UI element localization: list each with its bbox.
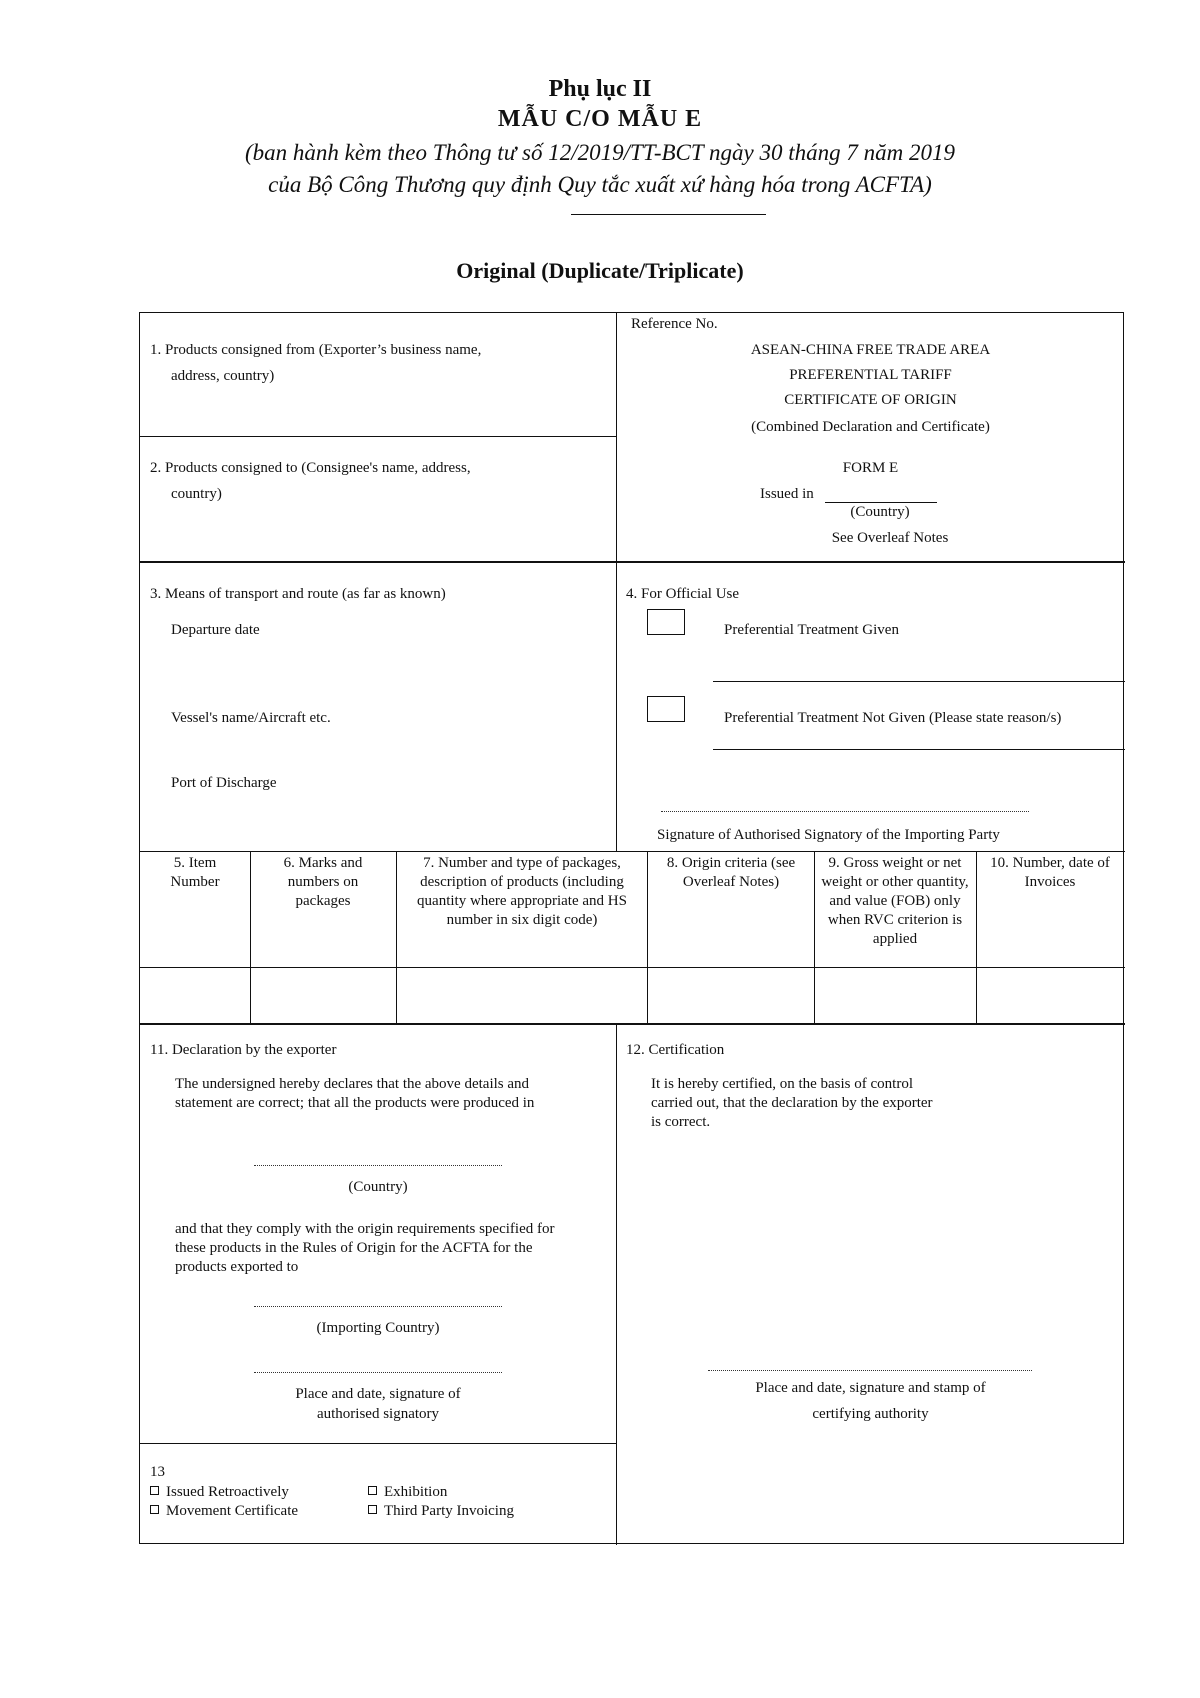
box11-country-dots bbox=[254, 1165, 502, 1166]
box11-compliance-text: and that they comply with the origin requirements specified for these products in the Rules of Origin for the ACFTA for the products exported to bbox=[175, 1221, 555, 1275]
preferential-not-given-reason-line bbox=[713, 749, 1125, 750]
divider-table-body bbox=[140, 967, 1125, 968]
column-item-number: 5. Item Number bbox=[170, 855, 220, 890]
exhibition-checkbox[interactable] bbox=[368, 1486, 377, 1495]
divider-vertical-col9 bbox=[976, 851, 977, 1023]
box11-declaration-text: The undersigned hereby declares that the above details and statement are correct; that all the products were produced in bbox=[175, 1076, 535, 1111]
divider-top-section bbox=[140, 561, 1125, 563]
cell-marks-numbers[interactable] bbox=[252, 969, 394, 1021]
issued-in-label: Issued in bbox=[760, 486, 814, 502]
box4-title: 4. For Official Use bbox=[626, 586, 740, 602]
cell-gross-weight[interactable] bbox=[816, 969, 974, 1021]
issued-retroactively-label: Issued Retroactively bbox=[166, 1484, 289, 1500]
cell-invoices[interactable] bbox=[978, 969, 1123, 1021]
reference-no-label: Reference No. bbox=[631, 316, 718, 332]
box12-signature-label-1: Place and date, signature and stamp of bbox=[755, 1380, 986, 1396]
box2-label-line1: 2. Products consigned to (Consignee's name, address, bbox=[150, 460, 471, 476]
cell-origin-criteria[interactable] bbox=[649, 969, 812, 1021]
divider-vertical-col5 bbox=[250, 851, 251, 1023]
reference-title-line3: CERTIFICATE OF ORIGIN bbox=[784, 392, 957, 408]
importer-signature-label: Signature of Authorised Signatory of the Importing Party bbox=[657, 827, 1000, 843]
divider-vertical-col8 bbox=[814, 851, 815, 1023]
column-origin-criteria: 8. Origin criteria (see Overleaf Notes) bbox=[666, 855, 796, 890]
header-divider bbox=[571, 214, 766, 215]
column-invoices: 10. Number, date of Invoices bbox=[990, 855, 1110, 890]
option-third-party-invoicing[interactable] bbox=[368, 1502, 514, 1521]
divider-table-header bbox=[140, 851, 1125, 852]
box11-signature-label-1: Place and date, signature of bbox=[295, 1386, 461, 1402]
third-party-invoicing-label: Third Party Invoicing bbox=[384, 1503, 514, 1519]
importer-signature-dots bbox=[661, 811, 1029, 812]
cell-item-number[interactable] bbox=[142, 969, 248, 1021]
subtitle-line-1: (ban hành kèm theo Thông tư số 12/2019/TT-BCT ngày 30 tháng 7 năm 2019 bbox=[244, 140, 955, 165]
column-packages-description: 7. Number and type of packages, description of products (including quantity where appropriate and HS number in six digit code) bbox=[417, 855, 627, 928]
divider-vertical-col7 bbox=[647, 851, 648, 1023]
box12-signature-label-2: certifying authority bbox=[812, 1406, 929, 1422]
box13-number: 13 bbox=[150, 1464, 165, 1480]
divider-table-bottom bbox=[140, 1023, 1125, 1025]
form-e-label: FORM E bbox=[842, 460, 899, 476]
option-exhibition[interactable] bbox=[368, 1483, 447, 1502]
box11-signature-label-2: authorised signatory bbox=[316, 1406, 440, 1422]
box11-importing-country-label: (Importing Country) bbox=[316, 1320, 440, 1336]
box11-title: 11. Declaration by the exporter bbox=[150, 1042, 337, 1058]
box2-label-line2: country) bbox=[171, 486, 222, 502]
divider-box11-box13 bbox=[140, 1443, 616, 1444]
option-movement-certificate[interactable] bbox=[150, 1502, 298, 1521]
reference-title-line2: PREFERENTIAL TARIFF bbox=[789, 367, 952, 383]
document-title: MẪU C/O MẪU E bbox=[497, 106, 703, 132]
box3-title: 3. Means of transport and route (as far as known) bbox=[150, 586, 446, 602]
movement-certificate-checkbox[interactable] bbox=[150, 1505, 159, 1514]
box11-country-label: (Country) bbox=[348, 1179, 408, 1195]
column-gross-weight: 9. Gross weight or net weight or other quantity, and value (FOB) only when RVC criterion is applied bbox=[821, 855, 969, 947]
appendix-heading: Phụ lục II bbox=[548, 76, 652, 102]
divider-vertical-bottom bbox=[616, 1023, 617, 1545]
exhibition-label: Exhibition bbox=[384, 1484, 448, 1500]
overleaf-notes-label: See Overleaf Notes bbox=[831, 530, 949, 546]
box12-certification-text: It is hereby certified, on the basis of control carried out, that the declaration by the exporter is correct. bbox=[651, 1076, 933, 1130]
certificate-form bbox=[139, 312, 1124, 1544]
box11-importing-country-dots bbox=[254, 1306, 502, 1307]
box1-label-line1: 1. Products consigned from (Exporter’s business name, bbox=[150, 342, 482, 358]
port-of-discharge-label: Port of Discharge bbox=[171, 775, 277, 791]
preferential-not-given-label: Preferential Treatment Not Given (Please state reason/s) bbox=[724, 710, 1062, 726]
divider-vertical-col6 bbox=[396, 851, 397, 1023]
vessel-name-label: Vessel's name/Aircraft etc. bbox=[171, 710, 331, 726]
subtitle-line-2: của Bộ Công Thương quy định Quy tắc xuất xứ hàng hóa trong ACFTA) bbox=[268, 172, 932, 197]
column-marks-numbers: 6. Marks and numbers on packages bbox=[283, 855, 363, 909]
movement-certificate-label: Movement Certificate bbox=[166, 1503, 299, 1519]
copy-label: Original (Duplicate/Triplicate) bbox=[456, 258, 744, 283]
reference-title-line4: (Combined Declaration and Certificate) bbox=[751, 419, 990, 435]
preferential-not-given-checkbox[interactable] bbox=[647, 696, 685, 722]
box12-title: 12. Certification bbox=[626, 1042, 725, 1058]
preferential-given-checkbox[interactable] bbox=[647, 609, 685, 635]
third-party-invoicing-checkbox[interactable] bbox=[368, 1505, 377, 1514]
preferential-given-label: Preferential Treatment Given bbox=[724, 622, 899, 638]
cell-packages-description[interactable] bbox=[398, 969, 645, 1021]
divider-box1-box2 bbox=[140, 436, 616, 437]
reference-title-line1: ASEAN-CHINA FREE TRADE AREA bbox=[750, 342, 991, 358]
preferential-given-reason-line bbox=[713, 681, 1125, 682]
box1-label-line2: address, country) bbox=[171, 368, 275, 384]
departure-date-label: Departure date bbox=[171, 622, 260, 638]
issued-country-label: (Country) bbox=[850, 504, 910, 520]
box12-signature-dots bbox=[708, 1370, 1032, 1371]
box11-signature-dots bbox=[254, 1372, 502, 1373]
option-issued-retroactively[interactable] bbox=[150, 1483, 289, 1502]
issued-retroactively-checkbox[interactable] bbox=[150, 1486, 159, 1495]
